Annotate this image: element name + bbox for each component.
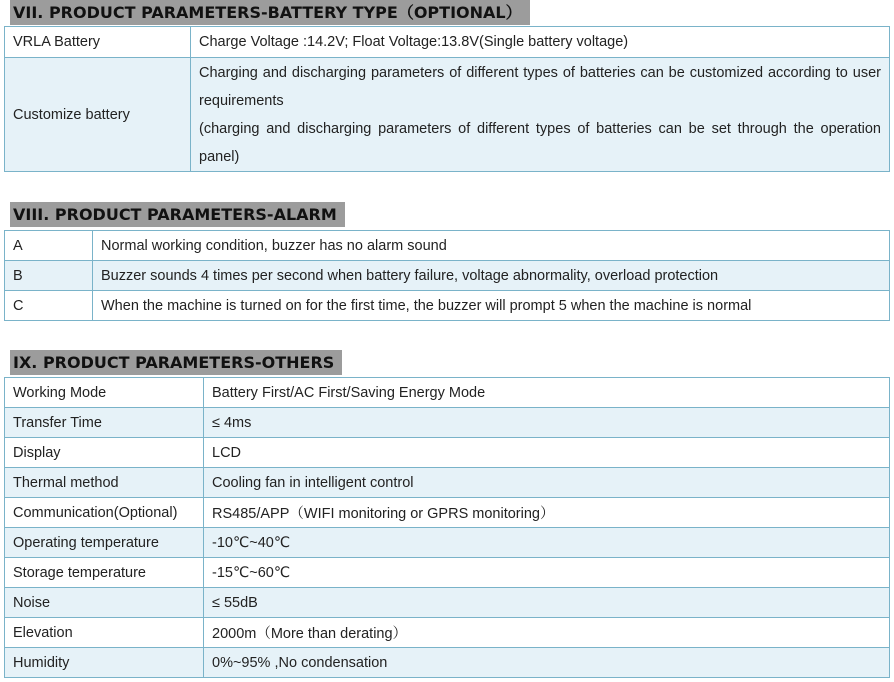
row-label: Display	[5, 438, 204, 468]
row-label: Humidity	[5, 648, 204, 678]
row-label: A	[5, 231, 93, 261]
table-row	[5, 58, 890, 172]
row-label: Thermal method	[5, 468, 204, 498]
table-row	[5, 378, 890, 408]
row-value	[191, 58, 890, 172]
row-label: Transfer Time	[5, 408, 204, 438]
row-label: Elevation	[5, 618, 204, 648]
table-row	[5, 468, 890, 498]
row-label: C	[5, 291, 93, 321]
row-value: Charge Voltage :14.2V; Float Voltage:13.8V(Single battery voltage)	[191, 27, 890, 58]
row-value: 2000m（More than derating）	[204, 618, 890, 648]
row-value: Normal working condition, buzzer has no alarm sound	[93, 231, 890, 261]
row-value: 0%~95% ,No condensation	[204, 648, 890, 678]
table-row	[5, 588, 890, 618]
row-value: Buzzer sounds 4 times per second when battery failure, voltage abnormality, overload protection	[93, 261, 890, 291]
row-label: Customize battery	[5, 58, 191, 172]
table-row	[5, 438, 890, 468]
row-value: -10℃~40℃	[204, 528, 890, 558]
row-value: Cooling fan in intelligent control	[204, 468, 890, 498]
table-row	[5, 27, 890, 58]
table-row	[5, 558, 890, 588]
row-value: When the machine is turned on for the first time, the buzzer will prompt 5 when the machine is normal	[93, 291, 890, 321]
row-value: LCD	[204, 438, 890, 468]
table-row	[5, 498, 890, 528]
table-row	[5, 528, 890, 558]
table-row	[5, 231, 890, 261]
others-section-heading: IX. PRODUCT PARAMETERS-OTHERS	[10, 350, 342, 375]
table-row	[5, 618, 890, 648]
row-label: B	[5, 261, 93, 291]
row-value: RS485/APP（WIFI monitoring or GPRS monitoring）	[204, 498, 890, 528]
row-label: VRLA Battery	[5, 27, 191, 58]
alarm-section-heading: VIII. PRODUCT PARAMETERS-ALARM	[10, 202, 345, 227]
battery-type-table	[4, 26, 890, 172]
row-label: Working Mode	[5, 378, 204, 408]
table-row	[5, 261, 890, 291]
battery-section-heading: VII. PRODUCT PARAMETERS-BATTERY TYPE（OPTIONAL）	[10, 0, 530, 25]
row-label: Noise	[5, 588, 204, 618]
row-value: -15℃~60℃	[204, 558, 890, 588]
row-value: ≤ 4ms	[204, 408, 890, 438]
table-row	[5, 408, 890, 438]
row-label: Operating temperature	[5, 528, 204, 558]
row-value: Battery First/AC First/Saving Energy Mode	[204, 378, 890, 408]
table-row	[5, 291, 890, 321]
row-label: Communication(Optional)	[5, 498, 204, 528]
table-row	[5, 648, 890, 678]
others-table	[4, 377, 890, 678]
row-label: Storage temperature	[5, 558, 204, 588]
row-value: ≤ 55dB	[204, 588, 890, 618]
value-line: (charging and discharging parameters of different types of batteries can be set through the operation panel)	[199, 120, 881, 165]
alarm-table	[4, 230, 890, 321]
value-line: Charging and discharging parameters of different types of batteries can be customized according to user requirements	[199, 64, 881, 109]
